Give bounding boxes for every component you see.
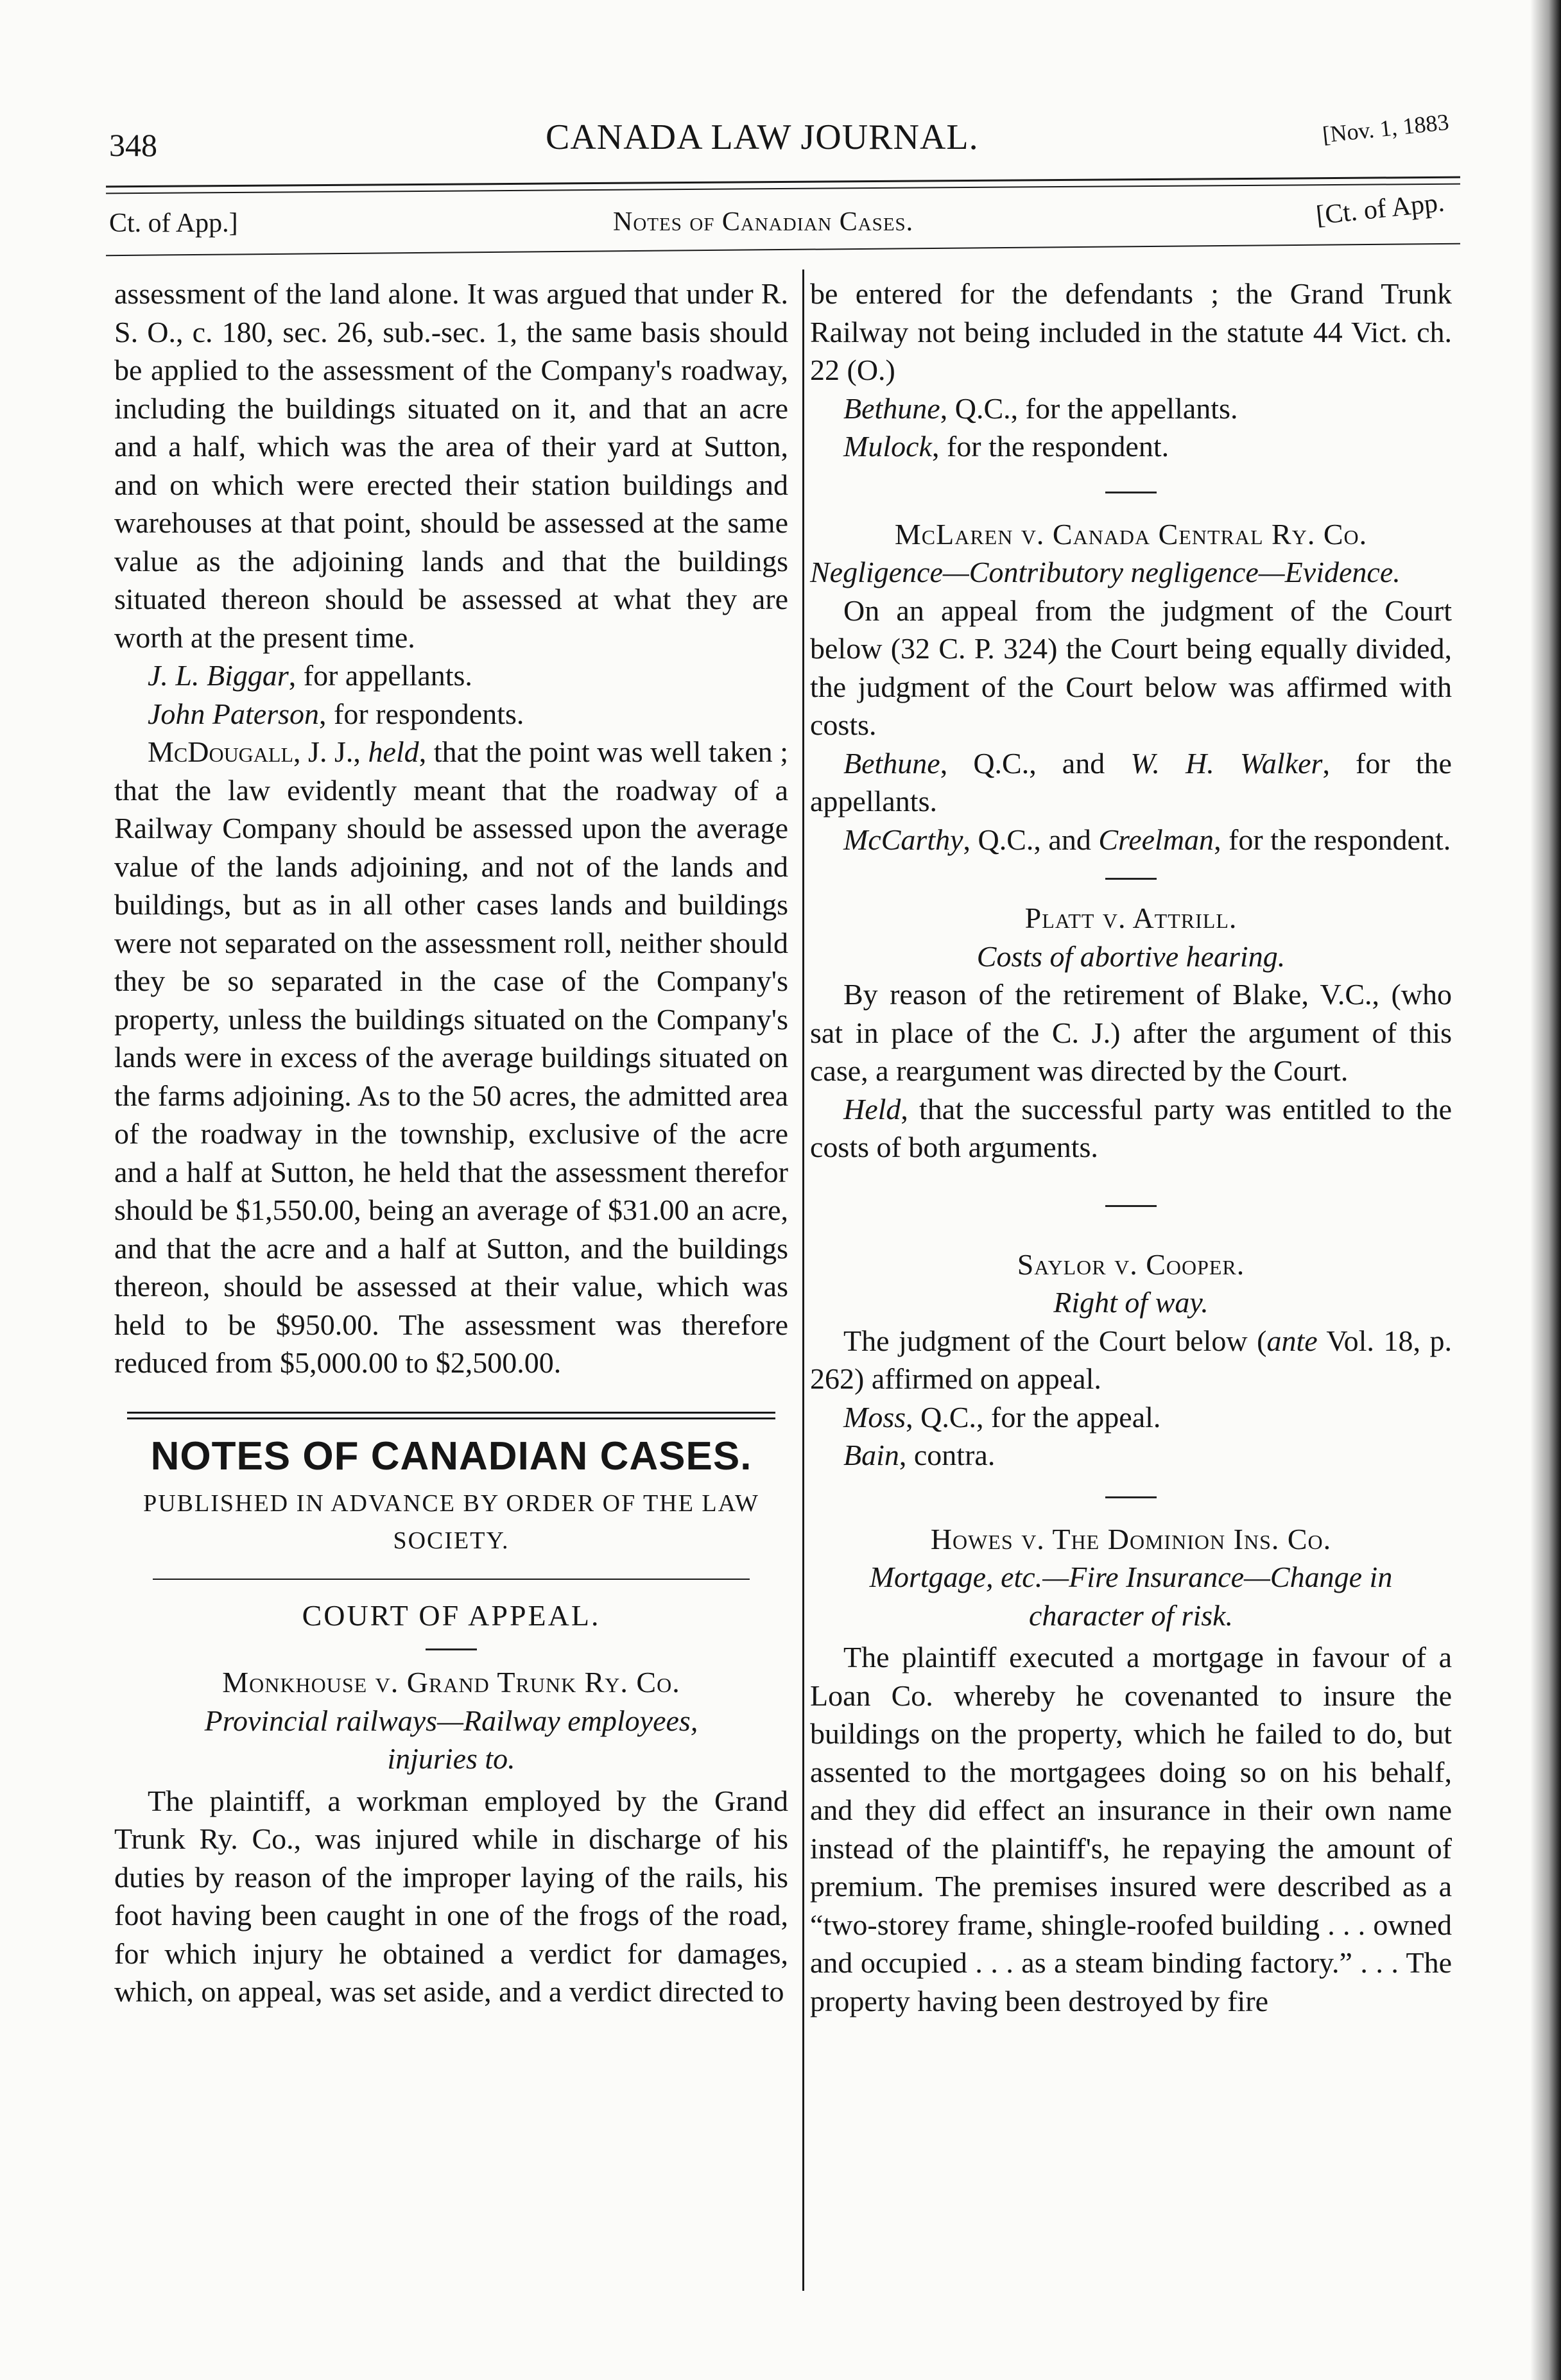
- section-rule-bottom: [127, 1417, 775, 1419]
- judge-name: McDougall, J. J.,: [148, 735, 368, 768]
- section-divider: [153, 1579, 750, 1580]
- continuation-paragraph: be entered for the defendants ; the Grand Trunk Railway not being included in the statute 44 Vict. ch. 22 (O.): [810, 277, 1452, 386]
- short-rule: [1105, 1496, 1157, 1498]
- counsel-name: J. L. Biggar: [148, 659, 289, 692]
- counsel-role: , contra.: [899, 1439, 996, 1471]
- left-column: [114, 275, 788, 2011]
- case-subject-howes-1: [810, 1558, 1452, 1597]
- counsel-role: , for the appellants.: [810, 746, 1452, 818]
- right-column: [810, 275, 1452, 2020]
- counsel-appeal: [810, 1398, 1452, 1437]
- held-word: Held: [843, 1092, 901, 1126]
- counsel-name: Creelman: [1098, 823, 1214, 856]
- case-subject: character of risk.: [1028, 1598, 1234, 1632]
- case-subject: injuries to.: [387, 1742, 515, 1775]
- counsel-name: W. H. Walker: [1130, 746, 1323, 780]
- running-head-right: [Ct. of App.: [1315, 187, 1446, 231]
- journal-title: CANADA LAW JOURNAL.: [546, 117, 979, 157]
- case-subject: Costs of abortive hearing.: [976, 939, 1286, 973]
- counsel-name: Bethune: [843, 746, 940, 780]
- case-subject-saylor: [810, 1283, 1452, 1322]
- counsel-contra: [810, 1436, 1452, 1475]
- column-divider: [802, 270, 804, 2291]
- case-text-saylor: [810, 1322, 1452, 1398]
- counsel-respondents: [114, 695, 788, 733]
- section-subtitle: PUBLISHED IN ADVANCE BY ORDER OF THE LAW SOCIETY.: [143, 1489, 759, 1554]
- case-held-platt: [810, 1090, 1452, 1167]
- issue-date: [Nov. 1, 1883: [1321, 108, 1451, 148]
- counsel-name: John Paterson: [148, 697, 320, 730]
- case-subject: Negligence—Contributory negligence—Evidence.: [810, 556, 1401, 588]
- counsel-name: Bethune: [843, 391, 940, 425]
- case-subject: Right of way.: [1053, 1286, 1209, 1319]
- case-text-howes: The plaintiff executed a mortgage in favour of a Loan Co. whereby he covenanted to insure the buildings on the property, which he failed to do, but assented to the mortgagees doing so on his behalf, and they did effect an insurance in their own name instead of the plaintiff's, he repaying the amount of premium. The premises insured were described as a “two-storey frame, shingle-roofed building . . . owned and occupied . . . as a steam binding factory.” . . . The property having been destroyed by fire: [810, 1641, 1452, 2017]
- case-title-platt: Platt v. Attrill.: [1024, 902, 1238, 934]
- counsel-join: , Q.C., and: [940, 746, 1131, 780]
- running-head-left: Ct. of App.]: [109, 209, 238, 238]
- case-subject: Provincial railways—Railway employees,: [204, 1704, 698, 1737]
- judgment-text: , that the point was well taken ; that the law evidently meant that the roadway of a Railway Company should be assessed upon the average value of the lands adjoining, and not of the lands and buildings, but as in all other cases lands and buildings were not separated on the assessment roll, neither should they be so separated in the case of the Company's property, unless the buildings situated on the Company's lands were in excess of the average buildings situated on the farms adjoining. As to the 50 acres, the admitted area of the roadway in the township, exclusive of the acre and a half at Sutton, he held that the assessment therefor should be $1,550.00, being an average of $31.00 an acre, and that the acre and a half at Sutton, and the buildings thereon, should be assessed at their value, which was held to be $950.00. The assessment was therefore reduced from $5,000.00 to $2,500.00.: [114, 735, 789, 1379]
- page-number: 348: [109, 127, 157, 163]
- counsel-join: , Q.C., and: [963, 823, 1099, 856]
- opening-paragraph: assessment of the land alone. It was argued that under R. S. O., c. 180, sec. 26, sub.-sec. 1, the same basis should be applied to the assessment of the Company's roadway, including the buildings situated on it, and that an acre and a half, which was the area of their yard at Sutton, and on which were erected their station buildings and warehouses at that point, should be assessed at the same value as the adjoining lands and that the buildings situated thereon should be assessed at what they are worth at the present time.: [114, 277, 788, 654]
- counsel-name: Mulock: [843, 430, 932, 463]
- case-subject: Mortgage, etc.—Fire Insurance—Change in: [869, 1561, 1393, 1593]
- counsel-role: , Q.C., for the appellants.: [940, 391, 1238, 425]
- running-head-center: Notes of Canadian Cases.: [613, 207, 914, 237]
- short-rule: [1105, 492, 1157, 493]
- case-subject-mclaren: [810, 553, 1452, 592]
- counsel-role: , for the respondent.: [931, 430, 1169, 463]
- section-rule-top: [127, 1412, 775, 1414]
- counsel-respondent: [810, 821, 1452, 859]
- case-subject-howes-2: [810, 1597, 1452, 1635]
- section-title: NOTES OF CANADIAN CASES.: [150, 1434, 752, 1478]
- case-text: The judgment of the Court below (: [843, 1324, 1267, 1357]
- short-rule: [1105, 878, 1157, 880]
- subheader-rule: [106, 243, 1460, 256]
- counsel-name: Bain: [843, 1439, 899, 1471]
- case-title-howes: Howes v. The Dominion Ins. Co.: [930, 1522, 1332, 1555]
- case-title-saylor: Saylor v. Cooper.: [1017, 1247, 1245, 1281]
- counsel-role: , for appellants.: [288, 659, 472, 692]
- counsel-role: , Q.C., for the appeal.: [906, 1400, 1161, 1434]
- case-text: Vol. 18, p. 262) affirmed on appeal.: [810, 1324, 1452, 1395]
- case-title-mclaren: McLaren v. Canada Central Ry. Co.: [894, 517, 1368, 551]
- short-rule: [426, 1648, 477, 1650]
- ante-word: ante: [1266, 1324, 1318, 1357]
- case-subject-platt: [810, 937, 1452, 976]
- counsel-role: , for the respondent.: [1214, 823, 1451, 856]
- counsel-respondent: [810, 427, 1452, 466]
- counsel-name: McCarthy: [843, 823, 963, 856]
- short-rule: [1105, 1205, 1157, 1207]
- case-text-monkhouse: The plaintiff, a workman employed by the Grand Trunk Ry. Co., was injured while in discharge of his duties by reason of the improper laying of the rails, his foot having been caught in one of the frogs of the road, for which injury he obtained a verdict for damages, which, on appeal, was set aside, and a verdict directed to: [114, 1784, 788, 2008]
- counsel-appellants: [810, 744, 1452, 821]
- counsel-appellants: [810, 390, 1452, 428]
- held-text: , that the successful party was entitled to the costs of both arguments.: [810, 1092, 1452, 1163]
- counsel-role: , for respondents.: [319, 697, 524, 730]
- counsel-name: Moss: [843, 1400, 906, 1434]
- case-subject-line-1: [114, 1702, 788, 1740]
- counsel-appellants: [114, 656, 788, 695]
- page-edge-shadow: [1530, 0, 1561, 2380]
- case-text-mclaren: On an appeal from the judgment of the Court below (32 C. P. 324) the Court being equally divided, the judgment of the Court below was affirmed with costs.: [810, 594, 1452, 741]
- held-word: held: [368, 735, 419, 768]
- case-text-platt: By reason of the retirement of Blake, V.C., (who sat in place of the C. J.) after the argument of this case, a reargument was directed by the Court.: [810, 978, 1452, 1087]
- case-title-monkhouse: Monkhouse v. Grand Trunk Ry. Co.: [222, 1666, 680, 1699]
- judgment-paragraph: [114, 733, 788, 1382]
- court-heading: COURT OF APPEAL.: [302, 1598, 601, 1632]
- case-subject-line-2: [114, 1740, 788, 1778]
